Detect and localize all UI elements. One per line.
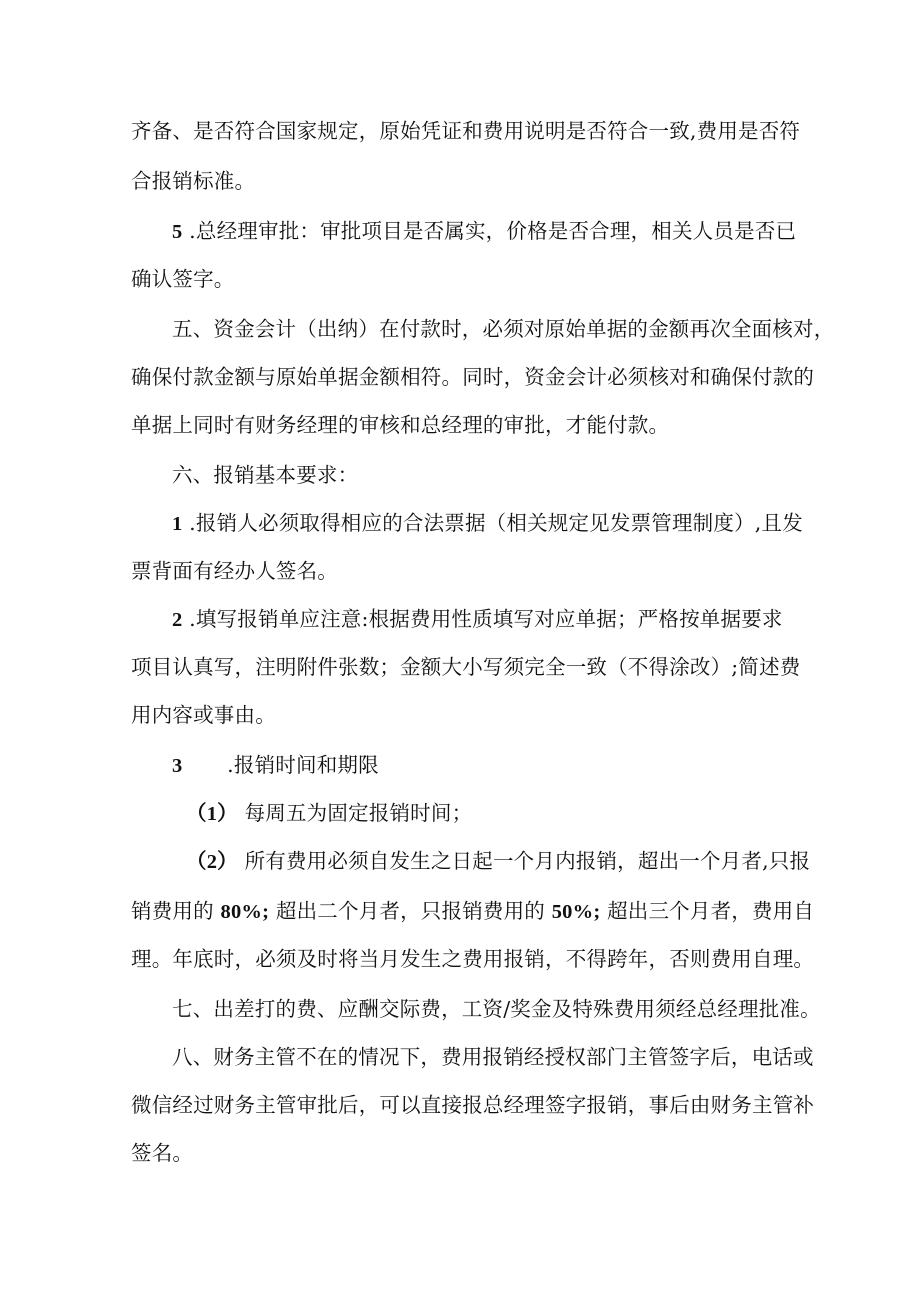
sub-item-number: （2） bbox=[186, 851, 238, 873]
text-line: 确保付款金额与原始单据金额相符。同时，资金会计必须核对和确保付款的 bbox=[131, 365, 815, 389]
text-line: 用内容或事由。 bbox=[131, 703, 276, 727]
text-line bbox=[186, 800, 472, 827]
text-line bbox=[131, 898, 814, 925]
item-text: .填写报销单应注意:根据费用性质填写对应单据；严格按单据要求 bbox=[189, 607, 783, 631]
text-line bbox=[186, 848, 810, 875]
item-number: 2 bbox=[172, 609, 183, 631]
text-run: 超出二个月者，只报销费用的 bbox=[275, 899, 545, 923]
percent-value: 50%; bbox=[551, 901, 601, 923]
text-line: 合报销标准。 bbox=[131, 169, 256, 193]
text-line: 签名。 bbox=[131, 1141, 194, 1165]
section-seven-line: 七、出差打的费、应酬交际费，工资/奖金及特殊费用须经总经理批准。 bbox=[172, 997, 821, 1021]
text-line: 理。年底时，必须及时将当月发生之费用报销，不得跨年，否则费用自理。 bbox=[131, 947, 815, 971]
text-line bbox=[172, 218, 796, 245]
text-run: 超出三个月者，费用自 bbox=[607, 899, 815, 923]
section-five-line: 五、资金会计（出纳）在付款时，必须对原始单据的金额再次全面核对， bbox=[172, 317, 835, 341]
text-line: 单据上同时有财务经理的审核和总经理的审批，才能付款。 bbox=[131, 413, 670, 437]
item-text: .总经理审批：审批项目是否属实，价格是否合理，相关人员是否已 bbox=[189, 219, 797, 243]
text-line: 确认签字。 bbox=[131, 267, 235, 291]
text-line: 票背面有经办人签名。 bbox=[131, 559, 338, 583]
item-text: .报销人必须取得相应的合法票据（相关规定见发票管理制度）,且发 bbox=[189, 511, 803, 535]
section-eight-line: 八、财务主管不在的情况下，费用报销经授权部门主管签字后，电话或 bbox=[172, 1045, 814, 1069]
item-number: 3 bbox=[172, 755, 183, 777]
sub-item-text: 每周五为固定报销时间； bbox=[244, 801, 473, 825]
sub-item-text: 所有费用必须自发生之日起一个月内报销，超出一个月者,只报 bbox=[244, 849, 811, 873]
text-line bbox=[172, 752, 379, 779]
text-line: 微信经过财务主管审批后，可以直接报总经理签字报销，事后由财务主管补 bbox=[131, 1093, 815, 1117]
item-text: .报销时间和期限 bbox=[227, 753, 379, 777]
item-number: 5 bbox=[172, 221, 183, 243]
sub-item-number: （1） bbox=[186, 803, 238, 825]
item-number: 1 bbox=[172, 513, 183, 535]
text-line bbox=[172, 510, 803, 537]
percent-value: 80%; bbox=[220, 901, 270, 923]
text-run: 销费用的 bbox=[131, 899, 214, 923]
text-line: 齐备、是否符合国家规定，原始凭证和费用说明是否符合一致,费用是否符 bbox=[131, 119, 801, 143]
text-line bbox=[172, 606, 783, 633]
section-six-heading: 六、报销基本要求： bbox=[172, 463, 359, 487]
text-line: 项目认真写，注明附件张数；金额大小写须完全一致（不得涂改）;简述费 bbox=[131, 655, 801, 679]
